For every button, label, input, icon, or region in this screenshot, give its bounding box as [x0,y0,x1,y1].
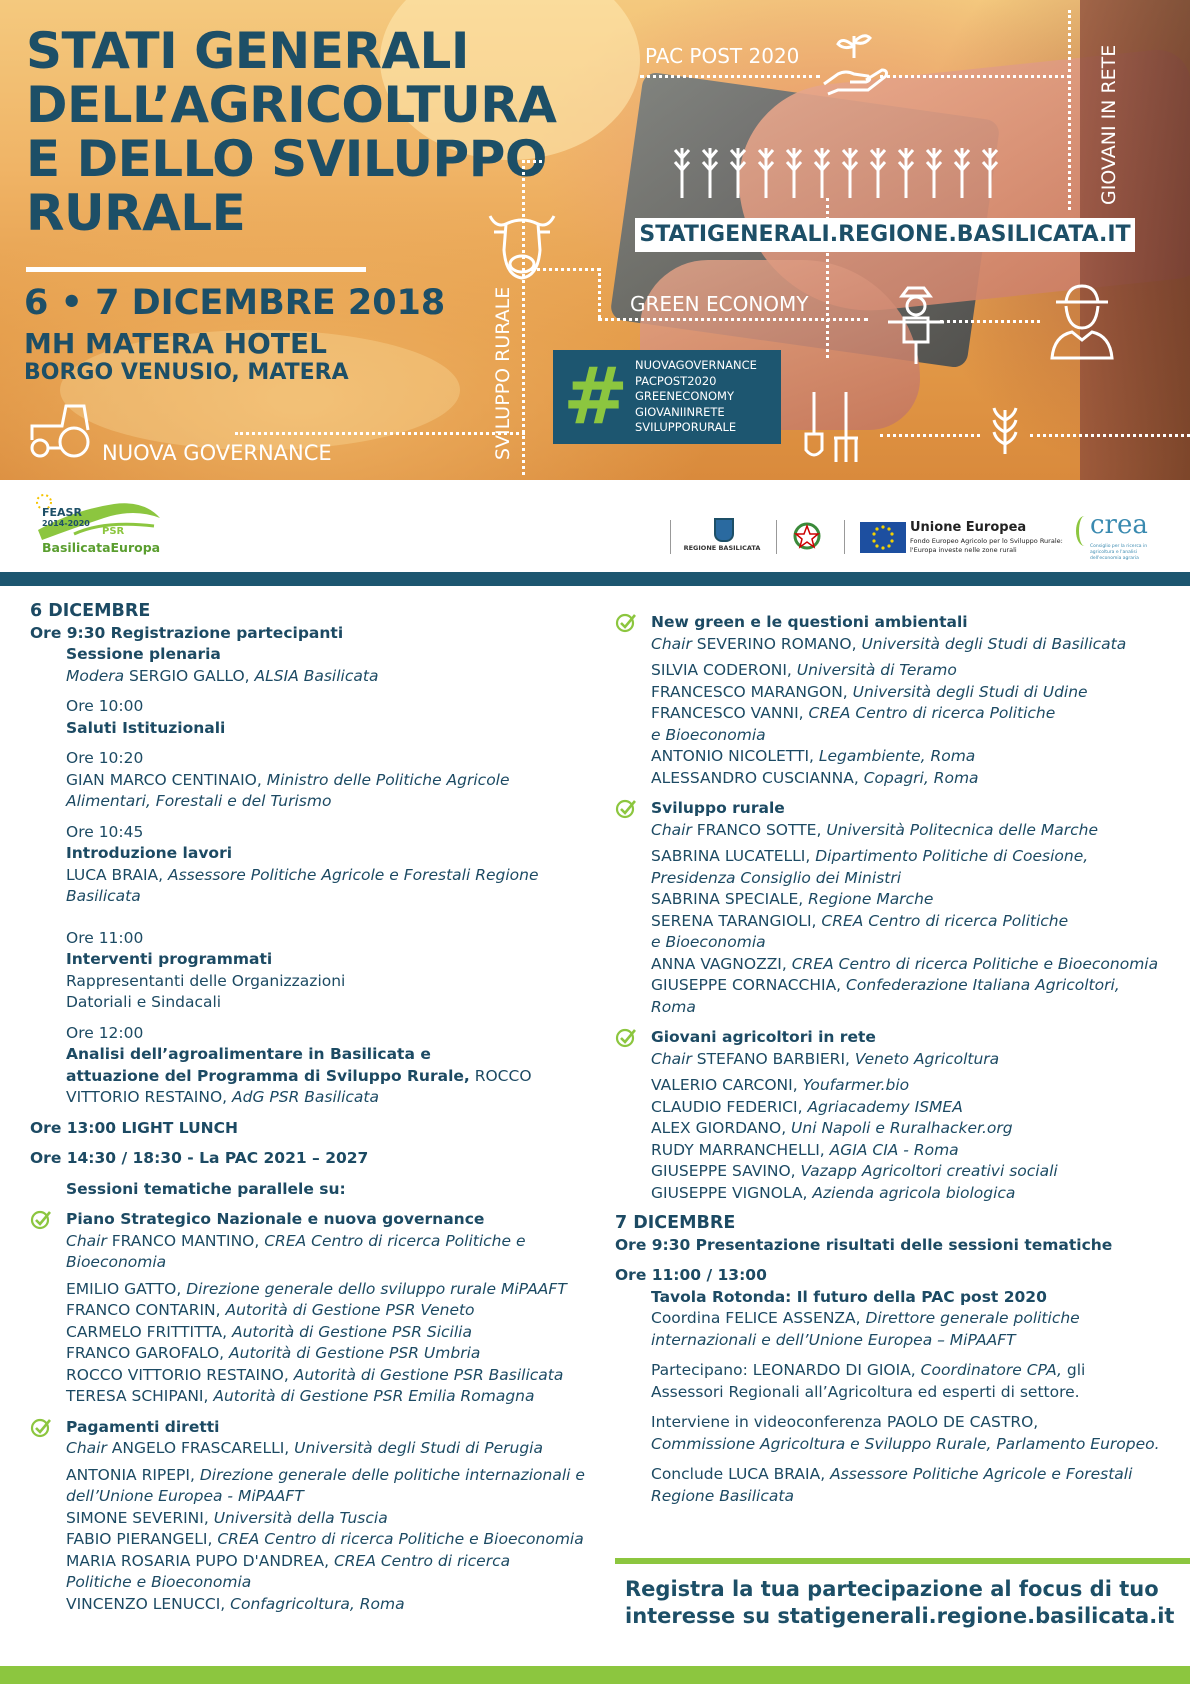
chair-line [66,1231,610,1253]
pac-session-line: Ore 14:30 / 18:30 - La PAC 2021 – 2027 [30,1149,369,1167]
label-green-economy: GREEN ECONOMY [630,292,809,316]
event-title-line-3: E DELLO SVILUPPO [26,130,547,188]
hashtag-item: PACPOST2020 [635,373,717,388]
speaker-line [615,1308,1185,1330]
person-name: ANGELO FRASCARELLI, [106,1439,295,1457]
person-org: Legambiente, Roma [818,747,976,765]
person-name: FRANCO GAROFALO, [66,1344,230,1362]
time-slot: Ore 10:20 [66,749,144,767]
wheat-stalk [927,148,941,198]
person-org: dell’Unione Europea - MiPAAFT [66,1487,304,1505]
person-org: e Bioeconomia [651,933,766,951]
registration-callout[interactable] [625,1576,1185,1630]
results-line: Ore 9:30 Presentazione risultati delle sessioni tematiche [615,1235,1113,1254]
hashtag-item: GIOVANIINRETE [635,404,725,419]
person-org: Azienda agricola biologica [812,1183,1016,1202]
person-name: SABRINA SPECIALE, [651,890,809,908]
dotted-line [640,75,820,78]
person-name: FRANCO CONTARIN, [66,1301,226,1319]
wheat-stalk [955,148,969,198]
person-name: FRANCESCO MARANGON, [651,682,853,701]
wheat-stalk [815,148,829,198]
person-org: AdG PSR Basilicata [232,1088,379,1106]
speaker-line [66,1465,610,1487]
event-title-line-1: STATI GENERALI [26,22,470,80]
label-pac-post-2020: PAC POST 2020 [645,44,800,68]
dotted-line [1030,434,1190,437]
person-org: Ministro delle Politiche Agricole [266,770,510,789]
hero-banner [0,0,1190,480]
speaker-line [30,1087,610,1109]
chair-line [651,1049,1185,1071]
moderator-line [30,666,610,688]
person-org: Uni Napoli e Ruralhacker.org [791,1119,1013,1137]
website-url-box[interactable] [635,218,1135,252]
wheat-icon [986,400,1024,456]
check-icon [615,1027,637,1049]
speaker-line [66,1551,610,1573]
dotted-line [940,320,1040,323]
speaker-line [651,1097,1185,1119]
person-org: CREA Centro di ricerca Politiche [821,911,1069,930]
person-org: Confagricoltura, Roma [230,1594,405,1613]
speaker-line [651,1118,1185,1140]
hashtag-item: SVILUPPORURALE [635,420,737,434]
speaker-line [66,1279,610,1301]
person-org: Roma [651,997,696,1016]
sprout-hand-icon [820,28,890,96]
plenary-heading: Sessione plenaria [66,645,221,663]
wheat-stalk [871,148,885,198]
session-title: Saluti Istituzionali [66,718,226,737]
session-title: attuazione del Programma di Sviluppo Rurale, [66,1066,470,1085]
person-org: Autorità di Gestione PSR Emilia Romagna [213,1387,535,1405]
wheat-stalk [787,148,801,198]
person-org: Dipartimento Politiche di Coesione, [815,847,1089,865]
speaker-line [30,770,610,792]
person-org: Alimentari, Forestali e del Turismo [66,792,332,810]
person-org: Confederazione Italiana Agricoltori, [846,976,1120,994]
speaker-line [66,1508,610,1530]
person-name: GIAN MARCO CENTINAIO, [66,770,267,789]
role-label: Chair [651,634,692,653]
garden-tools-icon [800,388,864,468]
person-name: ALESSANDRO CUSCIANNA, [651,768,864,787]
person-org: Direzione generale dello sviluppo rurale MiPAAFT [186,1279,567,1298]
check-icon [30,1209,52,1231]
feasr-years: 2014-2020 [42,519,90,528]
dotted-line [235,432,525,435]
chair-line [66,1438,610,1460]
person-org: Politiche e Bioeconomia [66,1573,252,1591]
wheat-stalk [899,148,913,198]
header-band [0,572,1190,586]
person-name: EMILIO GATTO, [66,1279,187,1298]
lunch-line: Ore 13:00 LIGHT LUNCH [30,1118,239,1137]
registration-line-1: Registra la tua partecipazione al focus di tuo [625,1577,1159,1601]
person-org: Regione Basilicata [651,1486,794,1505]
wheat-stalk [759,148,773,198]
wheat-stalk [731,148,745,198]
person-name: GIUSEPPE CORNACCHIA, [651,976,847,994]
role-label: Chair [651,820,692,839]
hashtag-list [635,358,757,436]
italian-emblem-icon [792,520,822,552]
person-name: CLAUDIO FEDERICI, [651,1097,808,1116]
crea-label: crea [1090,510,1148,540]
speaker-line [66,1365,610,1387]
speaker-line [30,865,610,887]
person-name: Conclude LUCA BRAIA, [651,1465,831,1483]
person-name: SERGIO GALLO, [124,666,255,685]
session-title: Analisi dell’agroalimentare in Basilicata e [66,1045,431,1063]
session-title: Introduzione lavori [66,844,233,862]
speaker-line [651,1161,1185,1183]
session-title: Pagamenti diretti [66,1417,220,1436]
wheat-field-icon [672,140,1012,202]
session-block [615,1027,1185,1204]
session-title-line [30,1066,610,1088]
event-address: BORGO VENUSIO, MATERA [24,360,349,385]
time-slot: Ore 10:00 [66,697,144,715]
time-slot: Ore 11:00 [66,928,144,947]
chair-line [651,820,1185,842]
ue-line-1: Fondo Europeo Agricolo per lo Sviluppo Rurale: [910,537,1063,545]
registration-divider [615,1558,1190,1564]
ue-line-2: l'Europa investe nelle zone rurali [910,546,1017,554]
time-slot: Ore 11:00 / 13:00 [615,1266,767,1284]
farmer-icon [1046,280,1118,360]
cow-icon [486,206,558,282]
person-name: VITTORIO RESTAINO, [66,1088,232,1106]
wheat-stalk [843,148,857,198]
speaker-line [651,911,1185,933]
person-name: Coordina FELICE ASSENZA, [651,1309,866,1327]
speaker-line [66,1594,610,1616]
person-org: Direttore generale politiche [865,1309,1080,1327]
person-name: SERENA TARANGIOLI, [651,911,822,930]
crea-subtitle: Consiglio per la ricerca in agricoltura e l'analisi dell'economia agraria [1090,544,1148,561]
program-right-column [615,612,1185,1507]
person-name: GIUSEPPE SAVINO, [651,1162,801,1180]
time-slot: Ore 10:45 [66,822,144,841]
wheat-stalk [675,148,689,198]
person-org: Agriacademy ISMEA [807,1097,963,1116]
person-org: Assessore Politiche Agricole e Forestali [830,1465,1133,1483]
speaker-line [651,682,1185,704]
session-title: Sviluppo rurale [651,799,785,817]
person-org: Università degli Studi di Udine [852,682,1088,701]
divider [776,520,777,554]
person-org: Università degli Studi di Perugia [294,1439,543,1457]
check-icon [615,798,637,820]
person-org: Bioeconomia [66,1253,167,1271]
feasr-label: FEASR [42,506,82,519]
person-name: MARIA ROSARIA PUPO D'ANDREA, [66,1551,334,1570]
regione-basilicata-logo [682,518,762,558]
check-icon [30,1417,52,1439]
speaker-line [651,660,1185,682]
person-org: ALSIA Basilicata [254,666,379,685]
person-org: Copagri, Roma [863,768,979,787]
speaker-line [615,1464,1185,1486]
label-nuova-governance: NUOVA GOVERNANCE [102,441,332,465]
program-left-column [30,601,610,1615]
speaker-line [651,889,1185,911]
dotted-line [880,434,980,437]
eu-flag-icon [860,522,906,553]
person-name: FABIO PIERANGELI, [66,1530,218,1548]
person-name: ALEX GIORDANO, [651,1119,792,1137]
person-org: CREA Centro di ricerca Politiche e Bioeconomia [791,954,1159,973]
person-name: LUCA BRAIA, [66,865,168,884]
person-name: CARMELO FRITTITTA, [66,1322,232,1341]
person-org: Università di Teramo [796,661,957,679]
regione-crest-icon [714,518,734,542]
person-org: Autorità di Gestione PSR Sicilia [231,1322,472,1341]
speaker-line: Rappresentanti delle Organizzazioni [66,971,346,990]
person-org: Autorità di Gestione PSR Basilicata [293,1365,564,1384]
person-name: ROCCO [469,1066,532,1085]
event-title-line-2: DELL’AGRICOLTURA [26,76,557,134]
person-org: Autorità di Gestione PSR Umbria [229,1344,481,1362]
person-org: Presidenza Consiglio dei Ministri [651,868,902,887]
person-org: Università della Tuscia [213,1508,388,1527]
person-name: ANTONIA RIPEPI, [66,1465,200,1484]
speaker-line [651,768,1185,790]
divider [670,520,671,554]
parallel-sessions-heading: Sessioni tematiche parallele su: [66,1179,346,1198]
person-org: CREA Centro di ricerca Politiche [808,704,1056,722]
psr-label: PSR [102,526,125,537]
speaker-line [66,1343,610,1365]
speaker-line [651,1075,1185,1097]
speaker-line [651,975,1185,997]
website-url[interactable]: STATIGENERALI.REGIONE.BASILICATA.IT [639,222,1131,247]
person-org: e Bioeconomia [651,725,766,744]
role-label: Modera [66,666,125,685]
person-org: Università degli Studi di Basilicata [861,634,1127,653]
person-name: GIUSEPPE VIGNOLA, [651,1183,813,1202]
role-label: Chair [66,1439,107,1457]
hashtag-item: NUOVAGOVERNANCE [635,358,757,372]
logo-bar [0,480,1190,574]
label-sviluppo-rurale: SVILUPPO RURALE [492,286,514,460]
session-title: Piano Strategico Nazionale e nuova governance [66,1210,485,1228]
regione-label: REGIONE BASILICATA [683,544,761,552]
speaker-line [651,1140,1185,1162]
speaker-text: Assessori Regionali all’Agricoltura ed esperti di settore. [651,1382,1080,1401]
speaker-line [651,954,1185,976]
person-name: Partecipano: LEONARDO DI GIOIA, [651,1361,921,1379]
person-name: STEFANO BARBIERI, [691,1049,855,1068]
person-org: Direzione generale delle politiche internazionali e [199,1465,585,1484]
scarecrow-icon [884,284,948,366]
eu-stars-icon [860,522,906,553]
speaker-line [651,1183,1185,1205]
person-name: SABRINA LUCATELLI, [651,847,816,865]
person-name: RUDY MARRANCHELLI, [651,1140,830,1159]
basilicata-europa-label: BasilicataEuropa [42,540,161,555]
session-block [30,1209,610,1408]
speaker-line [66,1386,610,1408]
session-title: Tavola Rotonda: Il futuro della PAC post 2020 [651,1287,1047,1306]
hashtag-icon: # [563,352,629,442]
person-org: Vazapp Agricoltori creativi sociali [800,1162,1058,1180]
speaker-text: gli [1061,1361,1086,1379]
person-name: FRANCO SOTTE, [691,820,827,839]
session-block [30,1417,610,1616]
person-org: Veneto Agricoltura [854,1049,1000,1068]
person-org: Regione Marche [808,890,934,908]
check-icon [615,612,637,634]
registration-line: Ore 9:30 Registrazione partecipanti [30,623,344,642]
person-org: CREA Centro di ricerca [333,1551,511,1570]
person-name: TERESA SCHIPANI, [66,1387,214,1405]
ue-title: Unione Europea [910,520,1027,535]
speaker-line [651,703,1185,725]
chair-line [651,634,1185,656]
day-heading: 6 DICEMBRE [30,601,151,621]
speaker-line [651,746,1185,768]
label-giovani-in-rete: GIOVANI IN RETE [1098,44,1120,205]
title-divider [26,267,366,272]
person-org: Basilicata [66,887,141,905]
person-name: FRANCO MANTINO, [106,1231,265,1250]
person-name: ANNA VAGNOZZI, [651,954,792,973]
speaker-line: Datoriali e Sindacali [66,993,222,1011]
time-slot: Ore 12:00 [66,1023,144,1042]
person-name: SIMONE SEVERINI, [66,1508,214,1527]
event-title-line-4: RURALE [26,184,246,242]
person-name: ROCCO VITTORIO RESTAINO, [66,1365,294,1384]
person-name: VALERIO CARCONI, [651,1076,803,1094]
session-title: Interventi programmati [66,950,273,968]
dotted-line [522,160,542,163]
registration-line-2[interactable]: interesse su statigenerali.regione.basilicata.it [625,1604,1175,1628]
person-name: FRANCESCO VANNI, [651,704,809,722]
session-title: Giovani agricoltori in rete [651,1028,876,1046]
person-org: Commissione Agricoltura e Sviluppo Rurale, Parlamento Europeo. [651,1434,1160,1453]
person-org: CREA Centro di ricerca Politiche e Bioeconomia [217,1530,584,1548]
session-block [615,798,1185,1018]
person-org: Assessore Politiche Agricole e Forestali Regione [167,865,539,884]
person-org: Coordinatore CPA, [920,1361,1062,1379]
hashtag-item: GREENECONOMY [635,389,734,403]
footer-band [0,1666,1190,1684]
person-org: internazionali e dell’Unione Europea – MiPAAFT [651,1330,1016,1349]
session-block [615,612,1185,789]
person-org: Università Politecnica delle Marche [826,820,1098,839]
hashtag-box [553,350,781,444]
person-name: SILVIA CODERONI, [651,661,797,679]
event-date: 6 • 7 DICEMBRE 2018 [24,283,446,323]
person-name: SEVERINO ROMANO, [691,634,862,653]
speaker-line [66,1322,610,1344]
person-org: CREA Centro di ricerca Politiche e [264,1231,526,1250]
speaker-line [615,1360,1185,1382]
dotted-line [1068,10,1071,210]
tractor-icon [26,396,98,462]
wheat-stalk [983,148,997,198]
session-title: New green e le questioni ambientali [651,613,968,631]
person-name: ANTONIO NICOLETTI, [651,747,819,765]
person-name: VINCENZO LENUCCI, [66,1594,231,1613]
speaker-line [66,1529,610,1551]
dotted-line [880,75,1070,78]
person-org: Youfarmer.bio [802,1076,910,1094]
wheat-stalk [703,148,717,198]
person-org: AGIA CIA - Roma [829,1140,959,1159]
speaker-line [66,1300,610,1322]
role-label: Chair [651,1049,692,1068]
role-label: Chair [66,1231,107,1250]
dotted-line [598,268,601,318]
event-venue: MH MATERA HOTEL [24,327,327,360]
feasr-logo [34,490,164,560]
speaker-line [651,846,1185,868]
day-heading: 7 DICEMBRE [615,1213,736,1233]
crea-logo [1074,510,1154,566]
person-org: Autorità di Gestione PSR Veneto [225,1301,475,1319]
divider [844,520,845,554]
speaker-line: Interviene in videoconferenza PAOLO DE CASTRO, [651,1413,1039,1431]
